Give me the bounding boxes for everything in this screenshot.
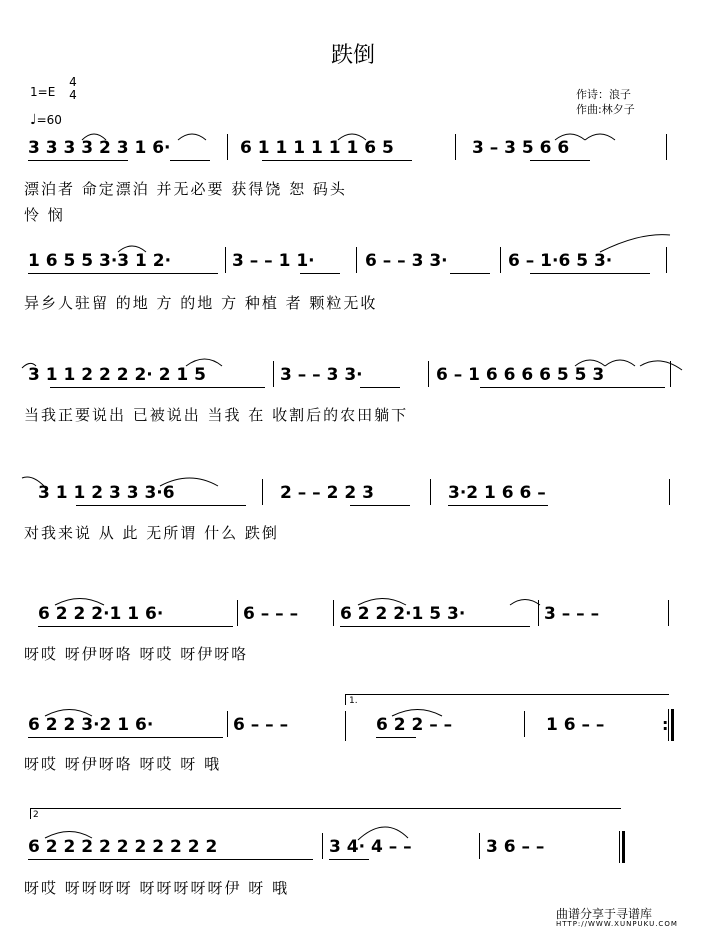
- barline: [479, 833, 480, 859]
- time-signature-top: 4: [69, 75, 77, 89]
- barline: [670, 361, 671, 387]
- note-row-5d: 3 – – –: [544, 604, 600, 624]
- beam: [28, 273, 218, 274]
- barline: [227, 711, 228, 737]
- note-row-2c: 6 – – 3 3·: [365, 251, 448, 271]
- barline: [430, 479, 431, 505]
- lyric-row-2: 异乡人驻留 的地 方 的地 方 种植 者 颗粒无收: [24, 294, 378, 312]
- barline: [669, 479, 670, 505]
- composer-credit: 作曲:林夕子: [576, 103, 635, 116]
- beam: [350, 505, 410, 506]
- beam: [28, 859, 313, 860]
- volta-first-ending: [345, 694, 669, 705]
- lyric-row-1: 漂泊者 命定漂泊 并无必要 获得饶 恕 码头: [24, 180, 347, 198]
- time-signature-bottom: 4: [69, 88, 77, 102]
- note-row-6b: 6 – – –: [233, 715, 289, 735]
- beam: [262, 160, 412, 161]
- barline: [345, 711, 346, 741]
- beam: [376, 737, 416, 738]
- barline: [237, 600, 238, 626]
- barline: [428, 361, 429, 387]
- final-barline-thin: [619, 831, 620, 863]
- barline: [227, 134, 228, 160]
- lyric-row-3: 当我正要说出 已被说出 当我 在 收割后的农田躺下: [24, 406, 409, 424]
- note-row-7b: 3 4· 4 – –: [329, 837, 412, 857]
- lyric-row-4: 对我来说 从 此 无所谓 什么 跌倒: [24, 524, 279, 542]
- lyric-row-6: 呀哎 呀伊呀咯 呀哎 呀 哦: [24, 755, 222, 773]
- beam: [76, 505, 246, 506]
- beam: [170, 160, 210, 161]
- note-row-1: 3 3 3 3 2 3 1 6·: [28, 138, 171, 158]
- repeat-sign: :: [662, 715, 669, 734]
- note-row-4b: 2 – – 2 2 3: [280, 483, 374, 503]
- beam: [28, 160, 128, 161]
- barline: [225, 247, 226, 273]
- note-row-5c: 6 2 2 2·1 5 3·: [340, 604, 466, 624]
- barline: [322, 833, 323, 859]
- repeat-barline-thick: [671, 709, 674, 741]
- volta-second-ending: [30, 808, 621, 819]
- barline: [666, 134, 667, 160]
- note-row-2b: 3 – – 1 1·: [232, 251, 315, 271]
- volta-first-number: 1.: [349, 696, 358, 706]
- footer-site-name: 曲谱分享于寻谱库: [556, 907, 653, 921]
- lyric-row-7: 呀哎 呀呀呀呀 呀呀呀呀呀伊 呀 哦: [24, 879, 290, 897]
- barline: [455, 134, 456, 160]
- barline: [333, 600, 334, 626]
- lyric-row-5: 呀哎 呀伊呀咯 呀哎 呀伊呀咯: [24, 645, 249, 663]
- barline: [356, 247, 357, 273]
- barline: [262, 479, 263, 505]
- beam: [530, 273, 650, 274]
- note-row-3c: 6 – 1 6 6 6 6 5 5 3: [436, 365, 605, 385]
- final-barline-thick: [622, 831, 625, 863]
- repeat-barline-thin: [668, 709, 669, 741]
- barline: [666, 247, 667, 273]
- note-row-4c: 3·2 1 6 6 –: [448, 483, 546, 503]
- barline: [668, 600, 669, 626]
- note-row-6c: 6 2 2 – –: [376, 715, 453, 735]
- quarter-note-icon: ♩: [30, 112, 37, 128]
- tempo-value: =60: [36, 113, 62, 127]
- note-row-6: 6 2 2 3·2 1 6·: [28, 715, 154, 735]
- beam: [340, 626, 530, 627]
- beam: [480, 387, 665, 388]
- barline: [538, 600, 539, 626]
- beam: [300, 273, 340, 274]
- lyric-row-1-alt: 怜 悯: [24, 206, 65, 224]
- note-row-5: 6 2 2 2·1 1 6·: [38, 604, 164, 624]
- barline: [273, 361, 274, 387]
- barline: [500, 247, 501, 273]
- note-row-3: 3 1 1 2 2 2 2· 2 1 5: [28, 365, 207, 385]
- beam: [50, 387, 265, 388]
- note-row-1c: 3 – 3 5 6 6: [472, 138, 570, 158]
- beam: [28, 737, 223, 738]
- beam: [38, 626, 233, 627]
- note-row-7: 6 2 2 2 2 2 2 2 2 2 2: [28, 837, 218, 857]
- song-title: 跌倒: [330, 43, 375, 68]
- note-row-2d: 6 – 1·6 5 3·: [508, 251, 613, 271]
- note-row-4: 3 1 1 2 3 3 3·6: [38, 483, 175, 503]
- key-signature: 1=E: [30, 85, 56, 99]
- beam: [450, 273, 490, 274]
- note-row-3b: 3 – – 3 3·: [280, 365, 363, 385]
- note-row-2: 1 6 5 5 3·3 1 2·: [28, 251, 172, 271]
- note-row-6d: 1 6 – –: [546, 715, 605, 735]
- footer-site-url: HTTP://WWW.XUNPUKU.COM: [556, 920, 678, 928]
- lyricist-credit: 作诗：浪子: [576, 88, 631, 101]
- volta-second-number: 2: [33, 810, 39, 820]
- barline: [524, 711, 525, 737]
- beam: [448, 505, 548, 506]
- beam: [329, 859, 369, 860]
- note-row-1b: 6 1 1 1 1 1 1 6 5: [240, 138, 394, 158]
- note-row-7c: 3 6 – –: [486, 837, 545, 857]
- note-row-5b: 6 – – –: [243, 604, 299, 624]
- beam: [530, 160, 590, 161]
- beam: [360, 387, 400, 388]
